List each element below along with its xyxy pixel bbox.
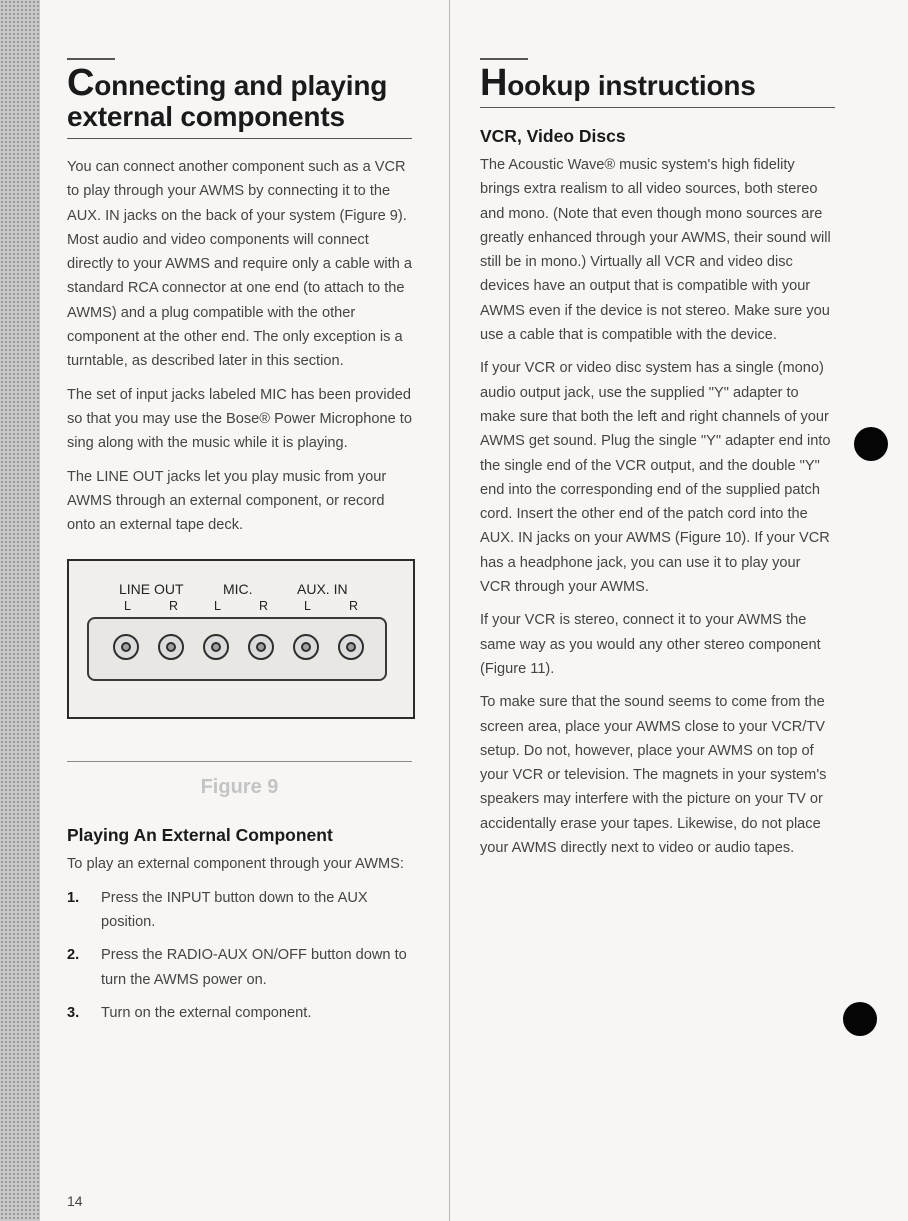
channel-label: L [124,599,131,614]
title-text: ookup instructions [507,70,756,101]
step-text: Press the RADIO-AUX ON/OFF button down to turn the AWMS power on. [101,947,407,988]
step-text: Press the INPUT button down to the AUX position. [101,889,368,931]
figure-caption: Figure 9 [200,776,279,799]
body-paragraph: You can connect another component such as a VCR to play through your AWMS by connecting it to the AUX. IN jacks on the back of your system (Figure 9). Most audio and video components will connect directly to your AWMS and require only a cable with a standard RCA connector at one end (to attach to the AWMS) and a plug compatible with the other component at the other end. The only exception is a turntable, as described later in this section. [67,159,413,370]
body-paragraph: If your VCR is stereo, connect it to your AWMS the same way as you would any other stereo component (Figure 11). [480,612,821,677]
body-paragraph: To make sure that the sound seems to come from the screen area, place your AWMS close to your VCR/TV setup. Do not, however, place your AWMS on top of your VCR or television. The magnets in your system's speakers may interfere with the picture on your TV or accidentally erase your tapes. Likewise, do not place your AWMS directly next to video or audio tapes. [480,694,827,857]
body-paragraph: If your VCR or video disc system has a single (mono) audio output jack, use the supplied "Y" adapter to make sure that both the left and right channels of your AWMS get sound. Plug the single "Y" adapter end into the single end of the VCR output, and the double "Y" end into the corresponding end of the supplied patch cord. Insert the other end of the patch cord into the AUX. IN jacks on your AWMS (Figure 10). If your VCR has a headphone jack, you can use it to play your VCR through your AWMS. [480,360,831,596]
section-heading: Playing An External Component [67,825,333,846]
right-page-title [480,62,835,104]
label-line-out: LINE OUT [119,581,184,598]
page-gutter [449,0,450,1221]
body-paragraph: The Acoustic Wave® music system's high fidelity brings extra realism to all video sources, both stereo and mono. (Note that even though mono sources are greatly enhanced through your AWMS, their sound will still be in mono.) Virtually all VCR and video disc devices have an output that is compatible with your AWMS even if the device is not stereo. Make sure you use a cable that is compatible with the device. [480,157,831,344]
binder-hole [854,427,888,461]
title-drop-cap: C [67,62,95,104]
label-aux-in: AUX. IN [297,581,348,598]
rca-jack-icon [158,634,184,660]
figure-divider [67,761,412,762]
step-item [67,886,412,935]
page-number: 14 [67,1193,83,1209]
left-page [67,58,412,1034]
step-item [67,943,412,992]
channel-label: L [304,599,311,614]
title-accent-rule [67,58,115,60]
title-underline [67,138,412,139]
section-heading: VCR, Video Discs [480,126,626,146]
step-item [67,1001,412,1025]
step-number: 2. [67,947,80,964]
right-page [480,58,835,869]
step-number: 3. [67,1004,80,1021]
label-mic: MIC. [223,581,253,598]
rca-jack-icon [248,634,274,660]
title-text: onnecting and playing external components [67,70,388,132]
jack-plate [87,617,387,681]
title-drop-cap: H [480,62,508,104]
step-number: 1. [67,889,80,906]
body-paragraph: The LINE OUT jacks let you play music from your AWMS through an external component, or record onto an external tape deck. [67,468,387,534]
binding-edge [0,0,40,1221]
left-page-title [67,62,412,132]
section-intro: To play an external component through your AWMS: [67,856,404,873]
channel-label: L [214,599,221,614]
figure-9-jack-panel [67,559,415,719]
step-text: Turn on the external component. [101,1004,312,1021]
rca-jack-icon [203,634,229,660]
title-underline [480,107,835,108]
rca-jack-icon [113,634,139,660]
channel-label: R [259,599,269,614]
rca-jack-icon [338,634,364,660]
body-paragraph: The set of input jacks labeled MIC has been provided so that you may use the Bose® Power Microphone to sing along with the music while it is playing. [67,386,412,452]
title-accent-rule [480,58,528,60]
steps-list [67,886,412,1025]
rca-jack-icon [293,634,319,660]
channel-label: R [169,599,179,614]
binder-hole [843,1002,877,1036]
channel-label: R [349,599,359,614]
